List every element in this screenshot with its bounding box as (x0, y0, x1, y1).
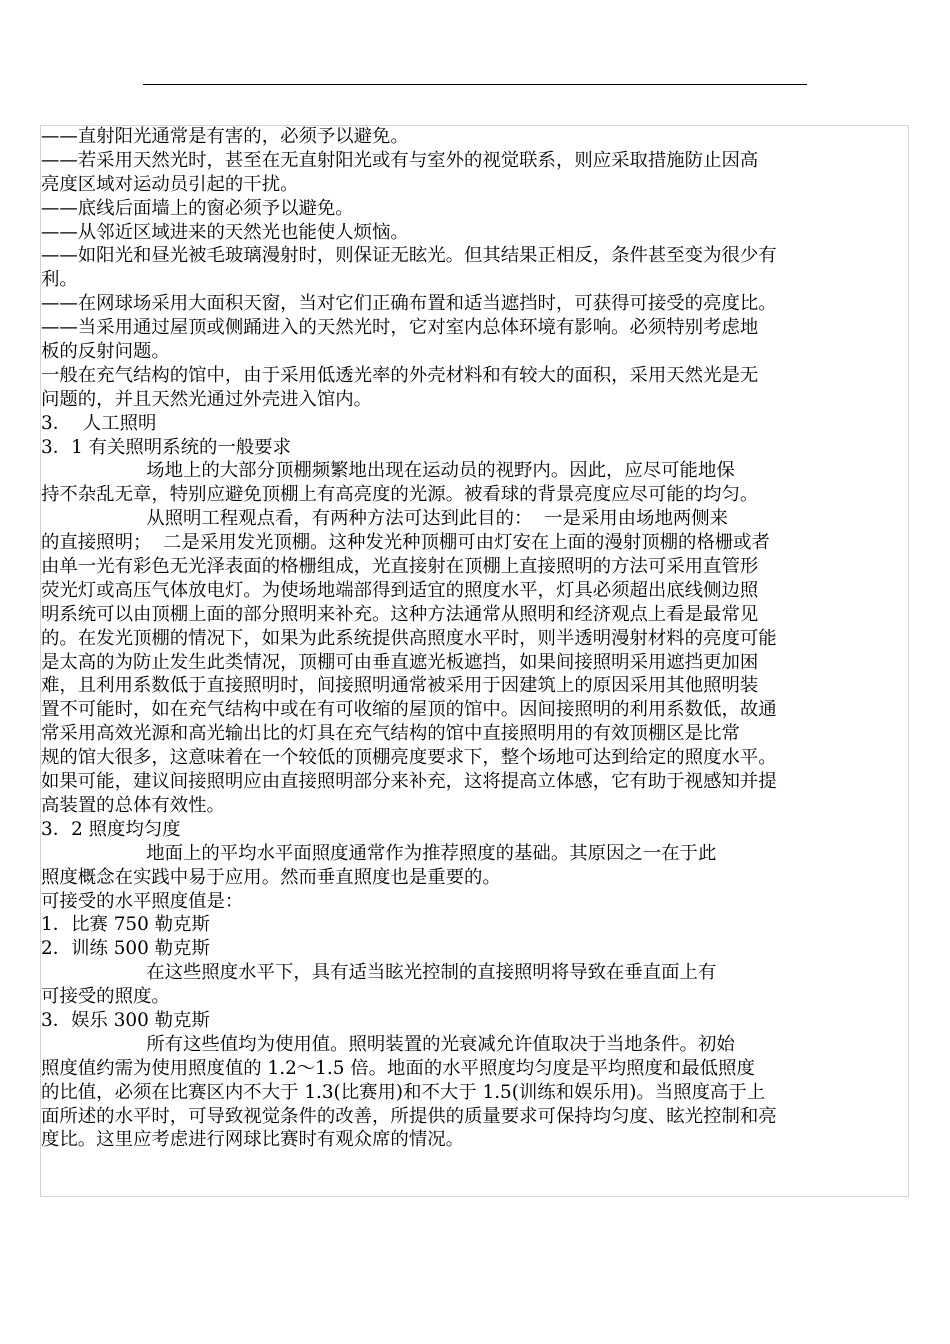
text-line: 可接受的照度。 (41, 986, 170, 1008)
text-line: ——如阳光和昼光被毛玻璃漫射时，则保证无眩光。但其结果正相反，条件甚至变为很少有 (41, 245, 777, 267)
text-line: 由单一光有彩色无光泽表面的格栅组成，光直接射在顶棚上直接照明的方法可采用直管形 (41, 556, 759, 578)
text-line: 荧光灯或高压气体放电灯。为使场地端部得到适宜的照度水平，灯具必须超出底线侧边照 (41, 579, 759, 601)
text-line: 2．训练 500 勒克斯 (41, 938, 210, 960)
text-line: 地面上的平均水平面照度通常作为推荐照度的基础。其原因之一在于此 (41, 842, 717, 864)
text-line: ——从邻近区域进来的天然光也能使人烦恼。 (41, 221, 409, 243)
text-line: 是太高的为防止发生此类情况，顶棚可由垂直遮光板遮挡，如果间接照明采用遮挡更加困 (41, 651, 759, 673)
text-line: 持不杂乱无章，特别应避免顶棚上有高亮度的光源。被看球的背景亮度应尽可能的均匀。 (41, 484, 759, 506)
text-line: 一般在充气结构的馆中，由于采用低透光率的外壳材料和有较大的面积，采用天然光是无 (41, 364, 759, 386)
text-line: ——若采用天然光时，甚至在无直射阳光或有与室外的视觉联系，则应采取措施防止因高 (41, 149, 759, 171)
text-line: 板的反射问题。 (41, 341, 170, 363)
text-line: 的直接照明； 二是采用发光顶棚。这种发光种顶棚可由灯安在上面的漫射顶棚的格栅或者 (41, 532, 770, 554)
text-line: 规的馆大很多，这意味着在一个较低的顶棚亮度要求下，整个场地可达到给定的照度水平。 (41, 747, 777, 769)
text-line: 度比。这里应考虑进行网球比赛时有观众席的情况。 (41, 1129, 464, 1151)
text-line: 可接受的水平照度值是： (41, 890, 244, 912)
text-line: 场地上的大部分顶棚频繁地出现在运动员的视野内。因此，应尽可能地保 (41, 460, 735, 482)
text-line: ——直射阳光通常是有害的，必须予以避免。 (41, 126, 409, 147)
text-line: 的比值，必须在比赛区内不大于 1.3(比赛用)和不大于 1.5(训练和娱乐用)。当照度高于上 (41, 1081, 766, 1103)
text-line: 照度概念在实践中易于应用。然而垂直照度也是重要的。 (41, 866, 501, 888)
header-rule (143, 84, 807, 85)
text-line: 3．1 有关照明系统的一般要求 (41, 436, 291, 458)
text-line: 3． 人工照明 (41, 412, 157, 434)
text-line: 如果可能，建议间接照明应由直接照明部分来补充，这将提高立体感，它有助于视感知并提 (41, 771, 777, 793)
text-line: 明系统可以由顶棚上面的部分照明来补充。这种方法通常从照明和经济观点上看是最常见 (41, 603, 759, 625)
text-line: 3．娱乐 300 勒克斯 (41, 1009, 210, 1031)
text-line: 照度值约需为使用照度值的 1.2～1.5 倍。地面的水平照度均匀度是平均照度和最低照度 (41, 1057, 755, 1079)
text-line: 3．2 照度均匀度 (41, 818, 181, 840)
text-line: ——底线后面墙上的窗必须予以避免。 (41, 197, 354, 219)
document-body (41, 125, 909, 1152)
text-line: 高装置的总体有效性。 (41, 794, 225, 816)
text-line: 置不可能时，如在充气结构中或在有可收缩的屋顶的馆中。因间接照明的利用系数低，故通 (41, 699, 777, 721)
text-line: ——当采用通过屋顶或侧踊进入的天然光时，它对室内总体环境有影响。必须特别考虑地 (41, 317, 759, 339)
text-line: 利。 (41, 269, 78, 291)
text-line: 亮度区域对运动员引起的干扰。 (41, 173, 299, 195)
text-line: 常采用高效光源和高光输出比的灯具在充气结构的馆中直接照明用的有效顶棚区是比常 (41, 723, 740, 745)
text-line: 的。在发光顶棚的情况下，如果为此系统提供高照度水平时，则半透明漫射材料的亮度可能 (41, 627, 777, 649)
text-line: 面所述的水平时，可导致视觉条件的改善，所提供的质量要求可保持均匀度、眩光控制和亮 (41, 1105, 777, 1127)
text-line: 所有这些值均为使用值。照明装置的光衰减允许值取决于当地条件。初始 (41, 1033, 735, 1055)
text-line: 1．比赛 750 勒克斯 (41, 914, 210, 936)
text-line: ——在网球场采用大面积天窗，当对它们正确布置和适当遮挡时，可获得可接受的亮度比。 (41, 293, 777, 315)
text-line: 难，且利用系数低于直接照明时，间接照明通常被采用于因建筑上的原因采用其他照明装 (41, 675, 759, 697)
text-line: 问题的，并且天然光通过外壳进入馆内。 (41, 388, 373, 410)
text-line: 在这些照度水平下，具有适当眩光控制的直接照明将导致在垂直面上有 (41, 962, 717, 984)
text-line: 从照明工程观点看，有两种方法可达到此目的： 一是采用由场地两侧来 (41, 508, 729, 530)
